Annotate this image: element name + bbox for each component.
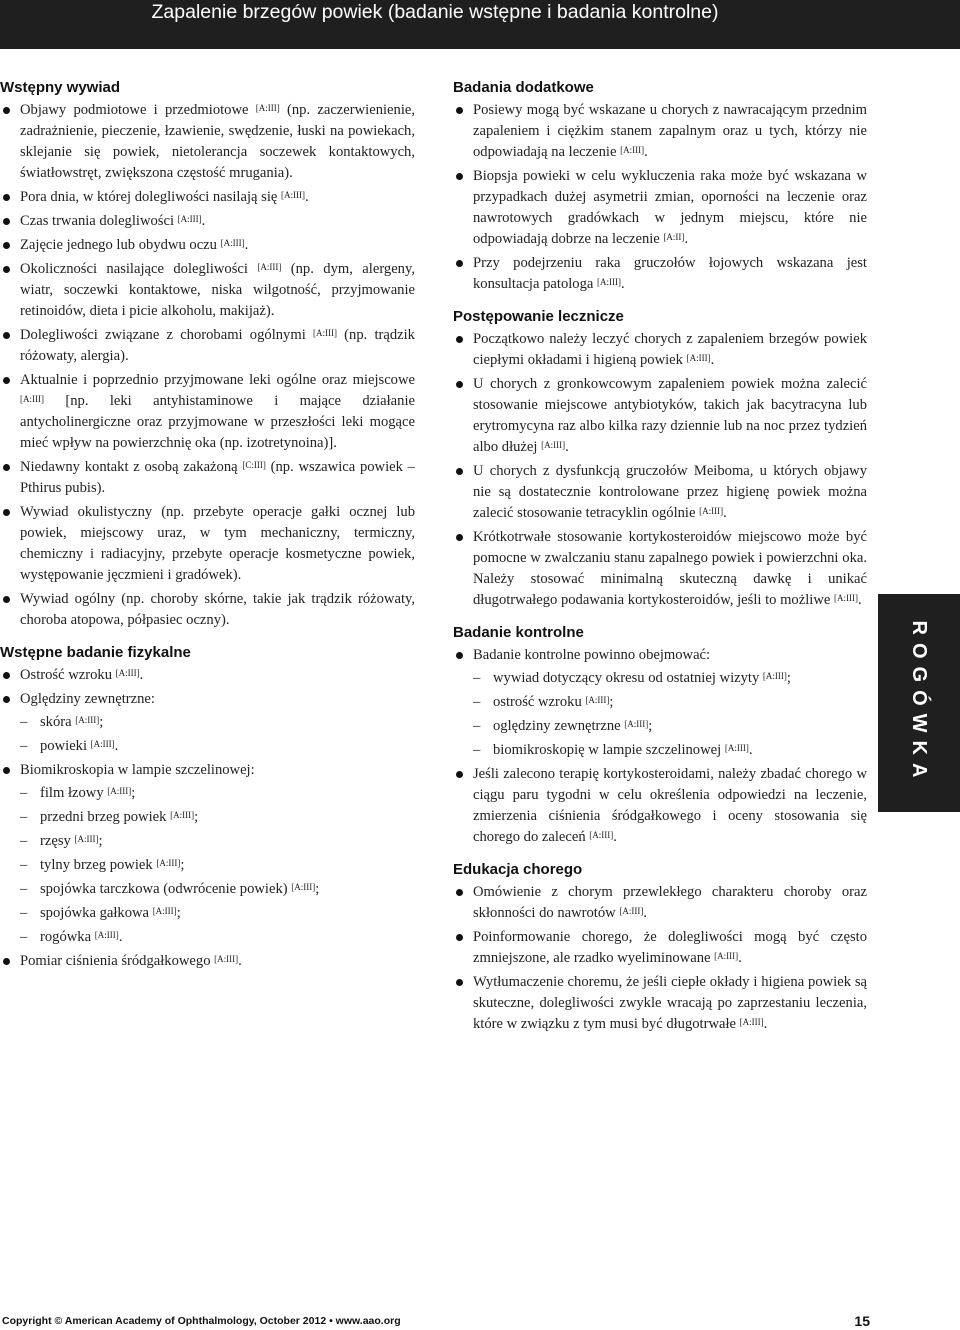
list-item: [453, 882, 867, 924]
evidence-rating: [A:III]: [724, 743, 749, 753]
sub-list-item: – ostrość wzroku [A:III];: [473, 692, 867, 713]
sub-list-item: – rogówka [A:III].: [20, 927, 415, 948]
section-heading: Wstępny wywiad: [0, 79, 121, 96]
evidence-rating: [A:III]: [94, 930, 119, 940]
section-heading: Badanie kontrolne: [453, 624, 584, 641]
bullet-list: [453, 645, 867, 848]
evidence-rating: [A:III]: [177, 214, 202, 224]
sub-list-item: – spojówka tarczkowa (odwrócenie powiek) [A:III];: [20, 879, 415, 900]
list-item-text: Zajęcie jednego lub obydwu oczu [A:III].: [20, 237, 249, 253]
evidence-rating: [A:III]: [20, 394, 44, 404]
section-heading: Wstępne badanie fizykalne: [0, 644, 191, 661]
sub-list-item: – tylny brzeg powiek [A:III];: [20, 855, 415, 876]
list-item-text: Krótkotrwałe stosowanie kortykosteroidów miejscowo może być pomocne w zwalczaniu stanu zapalnego powiek i powierzchni oka. Należy stosować minimalną skuteczną dawkę i unikać długotrwałego podawania kortykosteroidów, jeśli to możliwe [A:III].: [473, 529, 867, 608]
evidence-rating: [A:III]: [220, 238, 245, 248]
evidence-rating: [A:III]: [74, 834, 99, 844]
sub-list: [20, 712, 415, 757]
bullet-list: [453, 100, 867, 295]
list-item: [0, 665, 415, 686]
section-management: [453, 307, 867, 611]
page-title: Zapalenie brzegów powiek (badanie wstępne i badania kontrolne): [151, 1, 719, 23]
list-item-text: Dolegliwości związane z chorobami ogólnymi [A:III] (np. trądzik różowaty, alergia).: [20, 327, 415, 364]
list-item: [453, 374, 867, 458]
section-heading: Badania dodatkowe: [453, 79, 594, 96]
evidence-rating: [A:III]: [291, 882, 316, 892]
list-item: [0, 760, 415, 948]
list-item: [0, 325, 415, 367]
sub-list-item: – oględziny zewnętrzne [A:III];: [473, 716, 867, 737]
section-heading: Postępowanie lecznicze: [453, 308, 624, 325]
list-item-text: Przy podejrzeniu raka gruczołów łojowych wskazana jest konsultacja patologa [A:III].: [473, 255, 867, 292]
list-item: [0, 211, 415, 232]
evidence-rating: [A:III]: [214, 954, 239, 964]
list-item: [0, 259, 415, 322]
evidence-rating: [A:III]: [714, 951, 739, 961]
list-item-text: Oględziny zewnętrzne:: [20, 691, 155, 707]
list-item: [453, 527, 867, 611]
section-initial-exam: [0, 643, 415, 972]
section-side-tab: [878, 594, 960, 812]
list-item-text: Pomiar ciśnienia śródgałkowego [A:III].: [20, 953, 242, 969]
list-item: [0, 100, 415, 184]
list-item-text: Biopsja powieki w celu wykluczenia raka może być wskazana w przypadkach dużej asymetrii zmian, oporności na leczenie oraz nawrotowych gradówkach w jednym miejscu, które nie odpowiadają dobrze na leczenie [A:II].: [473, 168, 867, 247]
list-item-text: Omówienie z chorym przewlekłego charakteru choroby oraz skłonności do nawrotów [A:III].: [473, 884, 867, 921]
list-item: [453, 645, 867, 761]
sub-list-item: – biomikroskopię w lampie szczelinowej [A:III].: [473, 740, 867, 761]
evidence-rating: [A:III]: [257, 262, 282, 272]
evidence-rating: [A:II]: [663, 232, 685, 242]
list-item-text: U chorych z gronkowcowym zapaleniem powiek można zalecić stosowanie miejscowe antybiotyków, takich jak bacytracyna lub erytromycyna raz albo kilka razy dziennie lub na noc przez tydzień albo dłużej [A:III].: [473, 376, 867, 455]
list-item-text: Początkowo należy leczyć chorych z zapaleniem brzegów powiek ciepłymi okładami i higieną powiek [A:III].: [473, 331, 867, 368]
evidence-rating: [A:III]: [597, 277, 622, 287]
evidence-rating: [A:III]: [170, 810, 195, 820]
left-column: [0, 78, 415, 975]
section-diagnostic-tests: [453, 78, 867, 295]
copyright-text: Copyright © American Academy of Ophthalmology, October 2012 • www.aao.org: [2, 1315, 401, 1327]
evidence-rating: [A:III]: [107, 786, 132, 796]
list-item: [0, 370, 415, 454]
list-item-text: Okoliczności nasilające dolegliwości [A:III] (np. dym, alergeny, wiatr, soczewki kontaktowe, niska wilgotność, przyjmowanie retinoidów, dieta i picie alkoholu, makijaż).: [20, 261, 415, 319]
evidence-rating: [A:III]: [115, 668, 140, 678]
sub-list-item: – rzęsy [A:III];: [20, 831, 415, 852]
section-heading: Edukacja chorego: [453, 861, 583, 878]
evidence-rating: [A:III]: [624, 719, 649, 729]
sub-list-item: – przedni brzeg powiek [A:III];: [20, 807, 415, 828]
list-item: [453, 100, 867, 163]
sub-list: [20, 783, 415, 948]
list-item: [453, 972, 867, 1035]
section-patient-education: [453, 860, 867, 1035]
list-item-text: Wywiad okulistyczny (np. przebyte operacje gałki ocznej lub powiek, miejscowy uraz, w tym mechaniczny, termiczny, chemiczny i radiacyjny, przebyte operacje kosmetyczne powiek, występowanie jęczmieni i gradówek).: [20, 504, 415, 583]
list-item: [0, 187, 415, 208]
list-item: [453, 253, 867, 295]
evidence-rating: [A:III]: [619, 906, 644, 916]
evidence-rating: [A:III]: [833, 593, 858, 603]
list-item: [453, 764, 867, 848]
list-item-text: Poinformowanie chorego, że dolegliwości mogą być często zmniejszone, ale rzadko wyeliminowane [A:III].: [473, 929, 867, 966]
evidence-rating: [A:III]: [589, 830, 614, 840]
evidence-rating: [A:III]: [620, 145, 645, 155]
list-item: [0, 502, 415, 586]
list-item-text: Niedawny kontakt z osobą zakażoną [C:III] (np. wszawica powiek – Pthirus pubis).: [20, 459, 415, 496]
right-column: [453, 78, 867, 1038]
evidence-rating: [A:III]: [585, 695, 610, 705]
list-item-text: Wytłumaczenie choremu, że jeśli ciepłe okłady i higiena powiek są skuteczne, dolegliwości zwykle wracają po zaprzestaniu leczenia, które w związku z tym musi być długotrwałe [A:III].: [473, 974, 867, 1032]
evidence-rating: [A:III]: [255, 103, 280, 113]
sub-list-item: – film łzowy [A:III];: [20, 783, 415, 804]
list-item: [453, 927, 867, 969]
evidence-rating: [A:III]: [762, 671, 787, 681]
evidence-rating: [A:III]: [686, 353, 711, 363]
list-item-text: Czas trwania dolegliwości [A:III].: [20, 213, 206, 229]
bullet-list: [0, 665, 415, 972]
evidence-rating: [A:III]: [739, 1017, 764, 1027]
page-number: 15: [854, 1313, 870, 1329]
list-item-text: Objawy podmiotowe i przedmiotowe [A:III] (np. zaczerwienienie, zadrażnienie, pieczenie, łzawienie, swędzenie, łuski na powiekach, sklejanie się powiek, nietolerancja soczewek kontaktowych, światłowstręt, zwiększona częstość mrugania).: [20, 102, 415, 181]
list-item: [453, 461, 867, 524]
list-item: [0, 235, 415, 256]
bullet-list: [0, 100, 415, 631]
list-item-text: Wywiad ogólny (np. choroby skórne, takie jak trądzik różowaty, choroba atopowa, półpasiec oczny).: [20, 591, 415, 628]
list-item-text: Pora dnia, w której dolegliwości nasilają się [A:III].: [20, 189, 309, 205]
evidence-rating: [A:III]: [281, 190, 306, 200]
list-item: [0, 457, 415, 499]
evidence-rating: [A:III]: [156, 858, 181, 868]
list-item-text: Biomikroskopia w lampie szczelinowej:: [20, 762, 255, 778]
evidence-rating: [C:III]: [242, 460, 266, 470]
list-item-text: Ostrość wzroku [A:III].: [20, 667, 144, 683]
sub-list-item: – powieki [A:III].: [20, 736, 415, 757]
list-item: [0, 589, 415, 631]
list-item-text: U chorych z dysfunkcją gruczołów Meiboma, u których objawy nie są dostatecznie kontrolowane przez higienę powiek można zalecić stosowanie tetracyklin ogólnie [A:III].: [473, 463, 867, 521]
sub-list-item: – wywiad dotyczący okresu od ostatniej wizyty [A:III];: [473, 668, 867, 689]
list-item: [453, 329, 867, 371]
header-bar: [0, 0, 960, 45]
list-item: [453, 166, 867, 250]
header-rule: [0, 45, 960, 49]
evidence-rating: [A:III]: [75, 715, 100, 725]
sub-list: [473, 668, 867, 761]
section-follow-up: [453, 623, 867, 848]
evidence-rating: [A:III]: [90, 739, 115, 749]
evidence-rating: [A:III]: [312, 328, 337, 338]
sub-list-item: – spojówka gałkowa [A:III];: [20, 903, 415, 924]
footer: [0, 1313, 960, 1330]
list-item-text: Posiewy mogą być wskazane u chorych z nawracającym przednim zapaleniem i ciężkim stanem zapalnym oraz u tych, którzy nie odpowiadają na leczenie [A:III].: [473, 102, 867, 160]
evidence-rating: [A:III]: [699, 506, 724, 516]
side-tab-label: ROGÓWKA: [908, 620, 931, 786]
section-initial-history: [0, 78, 415, 631]
sub-list-item: – skóra [A:III];: [20, 712, 415, 733]
list-item-text: Badanie kontrolne powinno obejmować:: [473, 647, 711, 663]
evidence-rating: [A:III]: [152, 906, 177, 916]
list-item-text: Aktualnie i poprzednio przyjmowane leki ogólne oraz miejscowe [A:III] [np. leki antyhistaminowe i mające działanie antycholinergiczne oraz przyjmowane w przeszłości leki mogące mieć wpływ na powierzchnię oka (np. izotretynoina)].: [20, 372, 415, 451]
bullet-list: [453, 329, 867, 611]
evidence-rating: [A:III]: [541, 440, 566, 450]
list-item-text: Jeśli zalecono terapię kortykosteroidami, należy zbadać chorego w ciągu paru tygodni w celu określenia odpowiedzi na leczenie, zmierzenia ciśnienia śródgałkowego i oceny stosowania się chorego do zaleceń [A:III].: [473, 766, 867, 845]
bullet-list: [453, 882, 867, 1035]
list-item: [0, 689, 415, 757]
list-item: [0, 951, 415, 972]
